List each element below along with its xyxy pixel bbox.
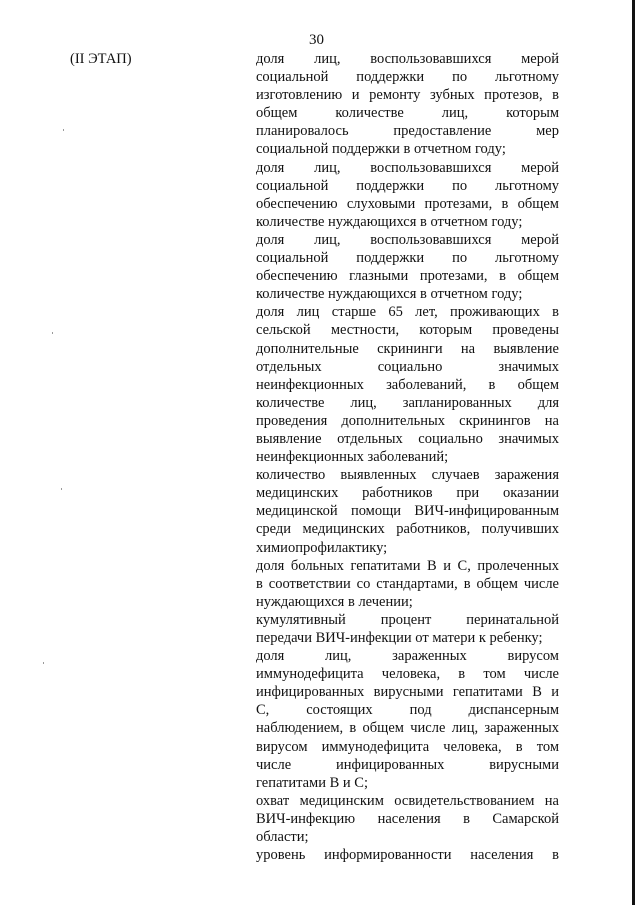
page-number: 30 (309, 32, 324, 48)
body-line: области; (256, 829, 309, 846)
body-line: в соответствии со стандартами, в общем числе (256, 575, 559, 592)
scan-speck (63, 129, 64, 131)
body-line: наблюдением, в общем числе лиц, зараженных (256, 720, 559, 737)
scan-edge-rule (632, 0, 635, 905)
body-line: обеспечению глазными протезами, в общем (256, 268, 559, 285)
body-line: социальной поддержки в отчетном году; (256, 141, 506, 158)
body-line: неинфекционных заболеваний; (256, 449, 449, 466)
body-line: передачи ВИЧ-инфекции от матери к ребенку; (256, 630, 543, 646)
body-line: доля лиц, воспользовавшихся мерой (256, 51, 559, 67)
body-line: уровень информированности населения в (256, 847, 559, 864)
body-line: количество выявленных случаев заражения (256, 467, 559, 484)
body-line: доля лиц, воспользовавшихся мерой (256, 231, 559, 248)
body-line: общем количестве лиц, которым (256, 105, 559, 122)
body-line: доля лиц, воспользовавшихся мерой (256, 159, 559, 176)
body-line: социальной поддержки по льготному (256, 177, 559, 194)
scan-speck (52, 332, 53, 334)
scan-speck (43, 662, 44, 664)
body-line: кумулятивный процент перинатальной (256, 611, 559, 628)
body-line: доля больных гепатитами В и С, пролеченных (256, 557, 559, 574)
body-line: дополнительные скрининги на выявление (256, 340, 559, 357)
scan-speck (61, 488, 62, 490)
body-line: числе инфицированных вирусными (256, 756, 559, 773)
body-line: сельской местности, которым проведены (256, 322, 559, 339)
body-line: вирусом иммунодефицита человека, в том (256, 738, 559, 755)
body-line: нуждающихся в лечении; (256, 593, 413, 610)
body-line: выявление отдельных социально значимых (256, 430, 559, 447)
body-line: медицинской помощи ВИЧ-инфицированным (256, 503, 559, 520)
body-line: неинфекционных заболеваний, в общем (256, 376, 559, 393)
body-line: социальной поддержки по льготному (256, 69, 559, 86)
body-line: количестве лиц, запланированных для (256, 394, 559, 411)
body-line: С, состоящих под диспансерным (256, 702, 559, 719)
body-line: иммунодефицита человека, в том числе (256, 666, 559, 683)
body-line: медицинских работников при оказании (256, 485, 559, 502)
body-line: социальной поддержки по льготному (256, 250, 559, 267)
stage-label: (II ЭТАП) (70, 51, 132, 67)
body-line: инфицированных вирусными гепатитами В и (256, 684, 559, 701)
body-line: проведения дополнительных скринингов на (256, 412, 559, 429)
body-line: количестве нуждающихся в отчетном году; (256, 213, 523, 230)
body-line: среди медицинских работников, получивших (256, 521, 559, 538)
body-line: охват медицинским освидетельствованием на (256, 792, 559, 809)
body-line: отдельных социально значимых (256, 358, 559, 375)
body-line: количестве нуждающихся в отчетном году; (256, 286, 523, 303)
body-line: гепатитами В и С; (256, 774, 368, 791)
indicator-list (256, 50, 559, 864)
body-line: доля лиц старше 65 лет, проживающих в (256, 304, 559, 321)
body-line: доля лиц, зараженных вирусом (256, 648, 559, 665)
body-line: обеспечению слуховыми протезами, в общем (256, 195, 559, 212)
body-line: планировалось предоставление мер (256, 123, 559, 140)
body-line: химиопрофилактику; (256, 539, 388, 556)
body-line: изготовлению и ремонту зубных протезов, в (256, 87, 559, 104)
body-line: ВИЧ-инфекцию населения в Самарской (256, 810, 559, 827)
